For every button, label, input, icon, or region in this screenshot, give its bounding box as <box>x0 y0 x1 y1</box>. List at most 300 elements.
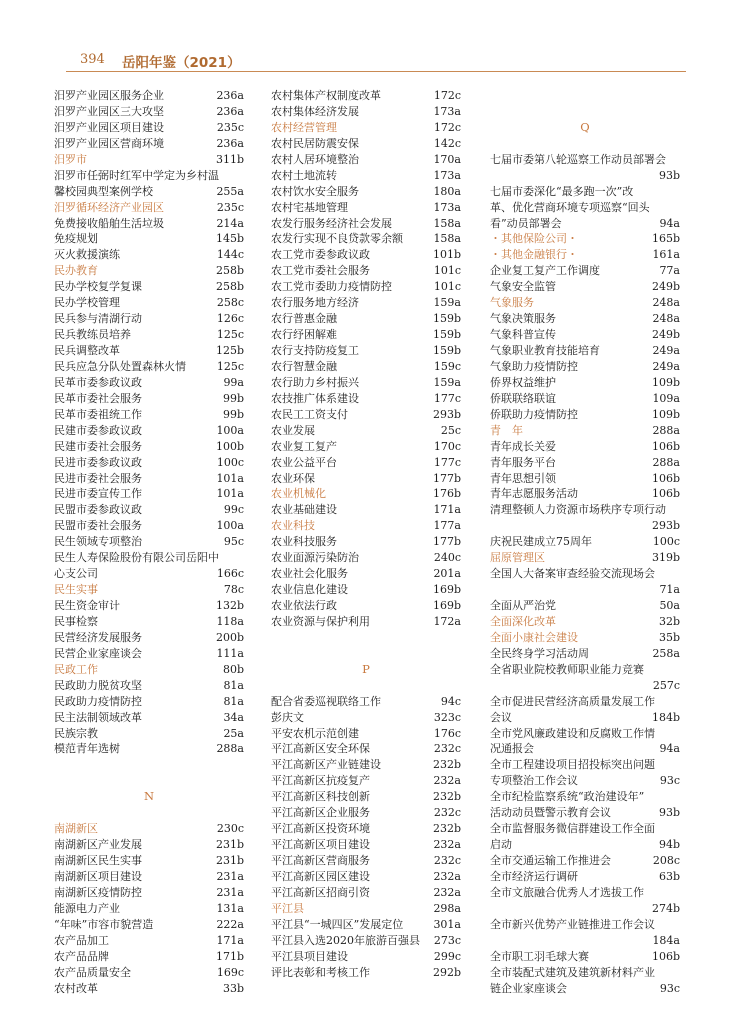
entry-term: 企业复工复产工作调度 <box>490 264 600 278</box>
entry-page-ref: 77a <box>659 264 680 278</box>
entry-term: 彭庆文 <box>271 710 304 724</box>
index-entry <box>54 518 244 534</box>
entry-term: 汨罗产业园区服务企业 <box>54 89 164 102</box>
index-entry <box>490 455 680 471</box>
index-entry <box>271 359 461 375</box>
index-entry <box>271 391 461 407</box>
entry-page-ref: 169b <box>432 599 461 612</box>
entry-term: 青年服务平台 <box>490 455 556 469</box>
entry-term: 农技推广体系建设 <box>271 391 359 405</box>
entry-page-ref: 177a <box>433 519 461 533</box>
entry-term: 链企业家座谈会 <box>490 981 567 995</box>
entry-page-ref: 235c <box>216 120 244 134</box>
entry-page-ref: 177c <box>433 391 461 405</box>
entry-term: 全市交通运输工作推进会 <box>490 854 611 867</box>
index-entry <box>490 566 680 582</box>
index-entry <box>490 917 680 933</box>
entry-page-ref: 158a <box>433 216 461 230</box>
entry-page-ref: 161a <box>652 248 680 262</box>
index-entry <box>271 263 461 279</box>
entry-page-ref: 101c <box>433 264 461 278</box>
index-entry <box>271 885 461 901</box>
entry-term: 农村饮水安全服务 <box>271 184 359 198</box>
entry-page-ref: 236a <box>216 89 244 102</box>
index-entry <box>271 694 461 710</box>
index-entry <box>490 773 680 789</box>
index-entry <box>490 885 680 901</box>
entry-term: 汨罗产业园区项目建设 <box>54 120 164 134</box>
entry-term: 农行助力乡村振兴 <box>271 375 359 389</box>
entry-page-ref: 232c <box>433 742 461 756</box>
index-entry <box>271 949 461 965</box>
entry-page-ref: 258a <box>652 646 680 660</box>
entry-page-ref: 93b <box>658 168 680 182</box>
entry-page-ref: 101c <box>433 280 461 294</box>
index-entry <box>271 805 461 821</box>
entry-term: 清理整顿人力资源市场秩序专项行动 <box>490 503 666 517</box>
entry-term: 屈原管理区 <box>490 551 545 565</box>
index-entry <box>54 837 244 853</box>
entry-term: 农民工工资支付 <box>271 407 348 421</box>
index-entry <box>54 247 244 263</box>
entry-page-ref: 288a <box>216 742 244 756</box>
index-entry <box>54 471 244 487</box>
entry-term: 民革市委参政议政 <box>54 375 142 389</box>
entry-term: 民进市委社会服务 <box>54 471 142 485</box>
entry-term: 农产品质量安全 <box>54 965 131 979</box>
entry-page-ref: 292b <box>432 965 461 979</box>
entry-term: 农业基础建设 <box>271 503 337 517</box>
entry-term: 平安农机示范创建 <box>271 726 359 740</box>
entry-term: 全市监督服务微信群建设工作全面 <box>490 822 655 836</box>
index-entry <box>54 327 244 343</box>
index-category <box>490 614 680 630</box>
index-entry <box>271 917 461 933</box>
blank-line <box>490 104 680 120</box>
entry-page-ref: 144c <box>216 248 244 262</box>
index-entry <box>490 216 680 232</box>
entry-term: ・其他保险公司・ <box>490 232 578 246</box>
entry-term: 全市党风廉政建设和反腐败工作情 <box>490 726 655 740</box>
entry-term: 农村集体产权制度改革 <box>271 89 381 102</box>
index-entry <box>54 933 244 949</box>
entry-term: 民政工作 <box>54 662 98 676</box>
entry-page-ref: 214a <box>216 216 244 230</box>
entry-page-ref: 301a <box>433 917 461 931</box>
entry-term: 青年志愿服务活动 <box>490 487 578 501</box>
entry-term: 气象助力疫情防控 <box>490 359 578 373</box>
entry-term: 平江高新区抗疫复产 <box>271 774 370 788</box>
entry-term: 革、优化营商环境专项巡察“回头 <box>490 200 650 214</box>
entry-term: 民兵参与清湖行动 <box>54 312 142 326</box>
index-entry <box>54 136 244 152</box>
blank-line <box>271 646 461 662</box>
entry-term: 民政助力疫情防控 <box>54 694 142 708</box>
entry-term: 七届市委第八轮巡察工作动员部署会 <box>490 152 666 166</box>
index-entry <box>54 678 244 694</box>
entry-term: 汨罗循环经济产业园区 <box>54 200 164 214</box>
index-entry <box>271 789 461 805</box>
index-entry <box>490 949 680 965</box>
index-entry <box>490 343 680 359</box>
entry-page-ref: 249a <box>652 359 680 373</box>
index-entry <box>54 630 244 646</box>
entry-page-ref: 125c <box>216 328 244 342</box>
entry-page-ref: 258b <box>215 264 244 278</box>
entry-page-ref: 232c <box>433 854 461 867</box>
header-rule <box>66 71 686 72</box>
entry-page-ref: 25a <box>223 726 244 740</box>
entry-page-ref: 33b <box>222 981 244 995</box>
entry-term: 农村人居环境整治 <box>271 152 359 166</box>
section-letter: N <box>143 789 155 804</box>
index-entry <box>54 694 244 710</box>
index-category <box>490 550 680 566</box>
entry-page-ref: 145b <box>215 232 244 246</box>
index-category <box>271 518 461 534</box>
entry-term: 专项整治工作会议 <box>490 774 578 788</box>
entry-page-ref: 249a <box>652 344 680 357</box>
index-entry <box>490 598 680 614</box>
index-entry <box>271 295 461 311</box>
entry-term: 民族宗教 <box>54 726 98 740</box>
entry-term: 全市文旅融合优秀人才选拔工作 <box>490 885 644 899</box>
entry-term: 农业复工复产 <box>271 439 337 453</box>
entry-page-ref: 63b <box>658 869 680 883</box>
entry-term: 全市纪检监察系统“政治建设年” <box>490 790 645 804</box>
entry-term: 农村改革 <box>54 981 98 995</box>
index-entry <box>271 614 461 630</box>
entry-term: 南湖新区产业发展 <box>54 838 142 852</box>
entry-page-ref: 159b <box>432 312 461 326</box>
entry-term: 民办教育 <box>54 264 98 278</box>
entry-page-ref: 71a <box>659 583 680 597</box>
index-entry <box>490 200 680 216</box>
entry-page-ref: 172c <box>433 120 461 134</box>
index-entry <box>54 550 244 566</box>
entry-term: 评比表彰和考核工作 <box>271 965 370 979</box>
index-entry <box>490 981 680 997</box>
index-entry <box>54 853 244 869</box>
index-entry <box>271 311 461 327</box>
entry-term: 全面小康社会建设 <box>490 630 578 644</box>
index-entry <box>490 789 680 805</box>
blank-line <box>54 757 244 773</box>
entry-page-ref: 231b <box>215 854 244 867</box>
entry-page-ref: 311b <box>215 152 244 166</box>
entry-term: 农村经营管理 <box>271 120 337 134</box>
entry-term: 平江县入选2020年旅游百强县 <box>271 933 420 947</box>
index-entry <box>490 805 680 821</box>
index-entry <box>490 741 680 757</box>
entry-page-ref: 232a <box>433 838 461 852</box>
entry-term: 会议 <box>490 710 512 724</box>
index-entry <box>54 104 244 120</box>
entry-page-ref: 94b <box>658 838 680 852</box>
index-entry <box>490 694 680 710</box>
entry-term: 心支公司 <box>54 567 98 581</box>
entry-page-ref: 232b <box>432 790 461 804</box>
index-entry <box>271 327 461 343</box>
entry-term: 农行服务地方经济 <box>271 296 359 310</box>
index-category <box>490 231 680 247</box>
index-category <box>54 821 244 837</box>
entry-term: 全市职工羽毛球大赛 <box>490 949 589 963</box>
entry-page-ref: 81a <box>223 678 244 692</box>
section-letter: Q <box>580 119 590 134</box>
index-category <box>54 200 244 216</box>
entry-page-ref: 169c <box>216 965 244 979</box>
entry-term: 农发行服务经济社会发展 <box>271 216 392 230</box>
entry-page-ref: 99b <box>222 391 244 405</box>
index-entry <box>54 566 244 582</box>
entry-page-ref: 159c <box>433 359 461 373</box>
index-entry <box>490 279 680 295</box>
index-entry <box>54 375 244 391</box>
entry-term: 民盟市委参政议政 <box>54 503 142 517</box>
index-entry <box>271 343 461 359</box>
entry-page-ref: 176b <box>432 487 461 501</box>
index-entry <box>271 439 461 455</box>
entry-page-ref: 142c <box>433 136 461 150</box>
entry-page-ref: 240c <box>433 551 461 565</box>
index-entry <box>490 933 680 949</box>
index-category <box>271 901 461 917</box>
entry-page-ref: 231a <box>216 869 244 883</box>
entry-page-ref: 173a <box>433 200 461 214</box>
entry-page-ref: 106b <box>651 471 680 485</box>
entry-page-ref: 94a <box>659 216 680 230</box>
index-entry <box>54 423 244 439</box>
index-entry <box>271 821 461 837</box>
index-entry <box>54 486 244 502</box>
entry-page-ref: 34a <box>223 710 244 724</box>
entry-page-ref: 170a <box>433 152 461 166</box>
entry-term: 配合省委巡视联络工作 <box>271 694 381 708</box>
entry-page-ref: 32b <box>658 614 680 628</box>
entry-term: 民兵调整改革 <box>54 344 120 357</box>
entry-page-ref: 184b <box>651 710 680 724</box>
entry-page-ref: 95c <box>223 535 244 549</box>
index-entry <box>490 965 680 981</box>
entry-page-ref: 50a <box>659 599 680 612</box>
index-category <box>271 486 461 502</box>
entry-term: 青年成长关爱 <box>490 439 556 453</box>
index-category <box>490 295 680 311</box>
entry-term: 民生实事 <box>54 583 98 597</box>
entry-term: 民主法制领域改革 <box>54 710 142 724</box>
entry-page-ref: 177c <box>433 455 461 469</box>
index-entry <box>54 391 244 407</box>
entry-page-ref: 232c <box>433 806 461 820</box>
entry-term: 况通报会 <box>490 742 534 756</box>
entry-term: 南湖新区项目建设 <box>54 869 142 883</box>
index-entry <box>271 710 461 726</box>
index-entry <box>54 741 244 757</box>
entry-page-ref: 99a <box>223 375 244 389</box>
entry-term: 南湖新区 <box>54 822 98 836</box>
entry-term: 平江高新区营商服务 <box>271 854 370 867</box>
entry-term: 民兵教练员培养 <box>54 328 131 342</box>
index-entry <box>54 216 244 232</box>
index-category <box>54 662 244 678</box>
entry-term: 农村宅基地管理 <box>271 200 348 214</box>
entry-term: 农行普惠金融 <box>271 312 337 326</box>
entry-term: 侨界权益维护 <box>490 375 556 389</box>
entry-page-ref: 100c <box>216 455 244 469</box>
entry-page-ref: 293b <box>432 407 461 421</box>
entry-page-ref: 232a <box>433 869 461 883</box>
entry-term: 汨罗产业园区营商环境 <box>54 136 164 150</box>
index-entry <box>54 231 244 247</box>
entry-page-ref: 159b <box>432 328 461 342</box>
entry-term: 农业机械化 <box>271 487 326 501</box>
entry-page-ref: 299c <box>433 949 461 963</box>
index-entry <box>490 726 680 742</box>
entry-term: 农产品品牌 <box>54 949 109 963</box>
index-entry <box>271 726 461 742</box>
entry-page-ref: 25c <box>440 423 461 437</box>
index-entry <box>490 662 680 678</box>
index-entry <box>271 598 461 614</box>
index-entry <box>54 88 244 104</box>
entry-term: 模范青年选树 <box>54 742 120 756</box>
index-entry <box>271 200 461 216</box>
entry-page-ref: 171a <box>433 503 461 517</box>
entry-page-ref: 248a <box>652 312 680 326</box>
entry-term: 庆祝民建成立75周年 <box>490 535 592 549</box>
entry-page-ref: 35b <box>658 630 680 644</box>
entry-page-ref: 273c <box>433 933 461 947</box>
index-entry <box>490 152 680 168</box>
entry-page-ref: 93b <box>658 806 680 820</box>
entry-term: 民生人寿保险股份有限公司岳阳中 <box>54 551 219 565</box>
entry-page-ref: 323c <box>433 710 461 724</box>
entry-page-ref: 159b <box>432 344 461 357</box>
index-entry <box>271 152 461 168</box>
entry-page-ref: 109b <box>651 375 680 389</box>
entry-term: 全面深化改革 <box>490 614 556 628</box>
entry-term: 七届市委深化“最多跑一次”改 <box>490 184 634 198</box>
index-entry <box>54 917 244 933</box>
entry-term: 民建市委参政议政 <box>54 423 142 437</box>
index-entry <box>54 311 244 327</box>
index-entry <box>490 327 680 343</box>
index-entry <box>271 423 461 439</box>
index-category <box>54 152 244 168</box>
index-entry <box>54 981 244 997</box>
entry-term: 平江高新区投资环境 <box>271 822 370 836</box>
entry-term: 全市装配式建筑及建筑新材料产业 <box>490 965 655 979</box>
index-entry <box>271 184 461 200</box>
index-entry <box>271 869 461 885</box>
index-entry <box>490 901 680 917</box>
entry-term: 全国人大备案审查经验交流现场会 <box>490 567 655 581</box>
index-entry <box>54 502 244 518</box>
entry-term: 农业依法行政 <box>271 599 337 612</box>
entry-term: 农业发展 <box>271 423 315 437</box>
entry-page-ref: 172c <box>433 89 461 102</box>
blank-line <box>54 805 244 821</box>
page-number: 394 <box>80 52 105 67</box>
index-entry <box>490 184 680 200</box>
entry-page-ref: 298a <box>433 901 461 915</box>
index-entry <box>54 614 244 630</box>
index-category <box>490 630 680 646</box>
entry-term: 农工党市委助力疫情防控 <box>271 280 392 294</box>
entry-term: 民生领域专项整治 <box>54 535 142 549</box>
index-entry <box>490 869 680 885</box>
entry-term: 气象服务 <box>490 296 534 310</box>
entry-term: 活动动员暨警示教育会议 <box>490 806 611 820</box>
index-entry <box>490 757 680 773</box>
index-category <box>490 247 680 263</box>
entry-page-ref: 288a <box>652 423 680 437</box>
entry-page-ref: 171b <box>215 949 244 963</box>
index-entry <box>271 566 461 582</box>
entry-page-ref: 236a <box>216 136 244 150</box>
entry-page-ref: 109a <box>652 391 680 405</box>
index-entry <box>54 710 244 726</box>
entry-term: 民办学校管理 <box>54 296 120 310</box>
index-entry <box>54 949 244 965</box>
index-entry <box>271 741 461 757</box>
entry-term: 农业社会化服务 <box>271 567 348 581</box>
entry-page-ref: 232a <box>433 885 461 899</box>
entry-page-ref: 131a <box>216 901 244 915</box>
index-entry <box>271 773 461 789</box>
entry-page-ref: 170c <box>433 439 461 453</box>
index-entry <box>271 455 461 471</box>
entry-term: 馨校园典型案例学校 <box>54 184 153 198</box>
entry-term: 平江高新区安全环保 <box>271 742 370 756</box>
entry-page-ref: 232b <box>432 758 461 772</box>
entry-page-ref: 257c <box>652 678 680 692</box>
index-entry <box>271 231 461 247</box>
index-entry <box>54 120 244 136</box>
entry-page-ref: 177b <box>432 471 461 485</box>
index-entry <box>490 407 680 423</box>
index-entry <box>271 104 461 120</box>
index-entry <box>54 646 244 662</box>
index-entry <box>271 407 461 423</box>
entry-term: 平江高新区产业链建设 <box>271 758 381 772</box>
entry-term: 青 年 <box>490 423 523 437</box>
entry-term: 农业科技服务 <box>271 535 337 549</box>
entry-term: 农发行实现不良贷款零余额 <box>271 232 403 246</box>
index-category <box>271 120 461 136</box>
entry-page-ref: 166c <box>216 567 244 581</box>
index-entry <box>54 965 244 981</box>
entry-page-ref: 249b <box>651 280 680 294</box>
entry-term: 农村集体经济发展 <box>271 104 359 118</box>
entry-page-ref: 125b <box>215 344 244 357</box>
entry-page-ref: 319b <box>651 551 680 565</box>
entry-page-ref: 248a <box>652 296 680 310</box>
entry-term: 农业资源与保护利用 <box>271 614 370 628</box>
index-entry <box>271 965 461 981</box>
index-entry <box>54 869 244 885</box>
entry-page-ref: 274b <box>651 901 680 915</box>
index-entry <box>490 439 680 455</box>
section-letter: P <box>362 661 370 676</box>
index-entry <box>54 439 244 455</box>
index-column-2 <box>271 88 461 981</box>
index-entry <box>271 534 461 550</box>
entry-page-ref: 169b <box>432 583 461 597</box>
entry-term: ・其他金融银行・ <box>490 248 578 262</box>
index-entry <box>271 502 461 518</box>
